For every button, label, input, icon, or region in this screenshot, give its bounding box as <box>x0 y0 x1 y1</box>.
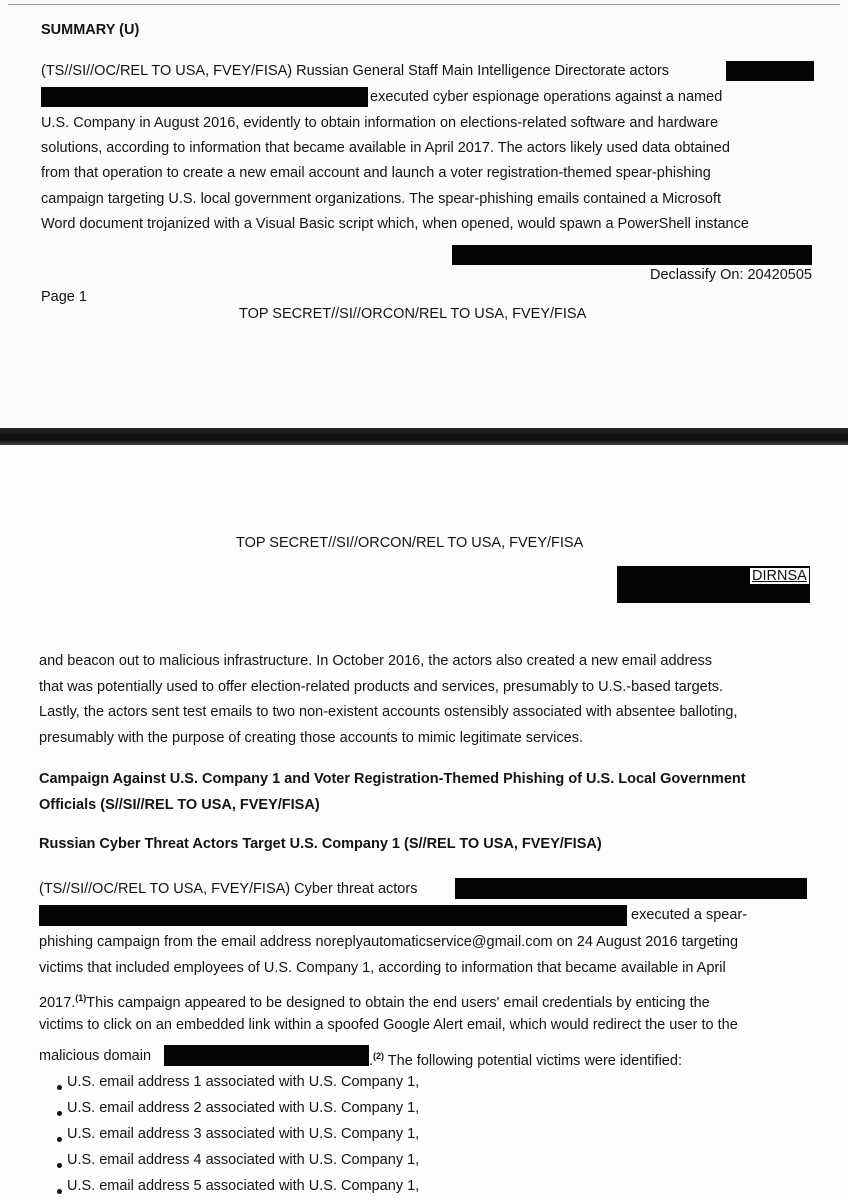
summary-line-5: from that operation to create a new email account and launch a voter registration-themed spear-phishing <box>41 165 711 181</box>
summary-line-7: Word document trojanized with a Visual Basic script which, when opened, would spawn a PowerShell instance <box>41 216 749 232</box>
paragraph1-line-4: presumably with the purpose of creating those accounts to mimic legitimate services. <box>39 730 583 746</box>
redaction-bar <box>39 905 627 926</box>
summary-line-4: solutions, according to information that became available in April 2017. The actors likely used data obtained <box>41 140 730 156</box>
page-number: Page 1 <box>41 289 87 305</box>
victim-item: U.S. email address 4 associated with U.S. Company 1, <box>67 1152 420 1168</box>
summary-line-2: executed cyber espionage operations against a named <box>370 89 723 105</box>
bullet-icon <box>57 1163 62 1168</box>
redaction-bar <box>452 245 812 265</box>
victim-item: U.S. email address 3 associated with U.S. Company 1, <box>67 1126 420 1142</box>
page-top-rule <box>8 0 840 5</box>
line5-rest: This campaign appeared to be designed to obtain the end users' email credentials by enticing the <box>86 995 710 1011</box>
redaction-bar <box>164 1045 369 1066</box>
bullet-icon <box>57 1111 62 1116</box>
bullet-icon <box>57 1085 62 1090</box>
summary-heading: SUMMARY (U) <box>41 22 140 38</box>
page-divider <box>0 428 848 445</box>
paragraph2-line-2: executed a spear- <box>631 907 748 923</box>
summary-line-1: (TS//SI//OC/REL TO USA, FVEY/FISA) Russian General Staff Main Intelligence Directorate actors <box>41 63 670 79</box>
paragraph2-line-3: phishing campaign from the email address noreplyautomaticservice@gmail.com on 24 August 2016 targeting <box>39 934 739 950</box>
reference-1: (1) <box>75 993 87 1003</box>
paragraph2-line-1: (TS//SI//OC/REL TO USA, FVEY/FISA) Cyber threat actors <box>39 881 418 897</box>
paragraph2-line-6: victims to click on an embedded link within a spoofed Google Alert email, which would redirect the user to the <box>39 1017 738 1033</box>
reference-2: (2) <box>373 1051 385 1061</box>
victim-item: U.S. email address 2 associated with U.S. Company 1, <box>67 1100 420 1116</box>
bullet-icon <box>57 1137 62 1142</box>
paragraph1-line-2: that was potentially used to offer election-related products and services, presumably to U.S.-based targets. <box>39 679 724 695</box>
line7-rest: The following potential victims were identified: <box>384 1053 682 1069</box>
victim-item: U.S. email address 1 associated with U.S. Company 1, <box>67 1074 420 1090</box>
redaction-bar <box>726 61 814 81</box>
line5-start: 2017. <box>39 995 76 1011</box>
document-page-1 <box>0 0 848 428</box>
paragraph1-line-3: Lastly, the actors sent test emails to two non-existent accounts ostensibly associated with absentee balloting, <box>39 704 738 720</box>
originator-label: DIRNSA <box>752 568 807 584</box>
classification-header: TOP SECRET//SI//ORCON/REL TO USA, FVEY/FISA <box>236 535 584 551</box>
classification-footer: TOP SECRET//SI//ORCON/REL TO USA, FVEY/FISA <box>239 306 587 322</box>
section-heading-line-2: Officials (S//SI//REL TO USA, FVEY/FISA) <box>39 797 320 813</box>
declassify-date: Declassify On: 20420505 <box>649 267 812 283</box>
sub-heading: Russian Cyber Threat Actors Target U.S. Company 1 (S//REL TO USA, FVEY/FISA) <box>39 836 602 852</box>
section-heading-line-1: Campaign Against U.S. Company 1 and Voter Registration-Themed Phishing of U.S. Local Government <box>39 771 746 787</box>
bullet-icon <box>57 1189 62 1194</box>
paragraph2-line-4: victims that included employees of U.S. Company 1, according to information that became available in April <box>39 960 726 976</box>
redaction-bar <box>455 878 807 899</box>
victim-item: U.S. email address 5 associated with U.S. Company 1, <box>67 1178 420 1194</box>
redaction-bar <box>41 87 368 107</box>
summary-line-3: U.S. Company in August 2016, evidently to obtain information on elections-related software and hardware <box>41 115 719 131</box>
summary-line-6: campaign targeting U.S. local government organizations. The spear-phishing emails contained a Microsoft <box>41 191 721 207</box>
line7-dot: . <box>369 1053 374 1069</box>
line7-start: malicious domain <box>39 1048 152 1064</box>
paragraph1-line-1: and beacon out to malicious infrastructure. In October 2016, the actors also created a new email address <box>39 653 713 669</box>
